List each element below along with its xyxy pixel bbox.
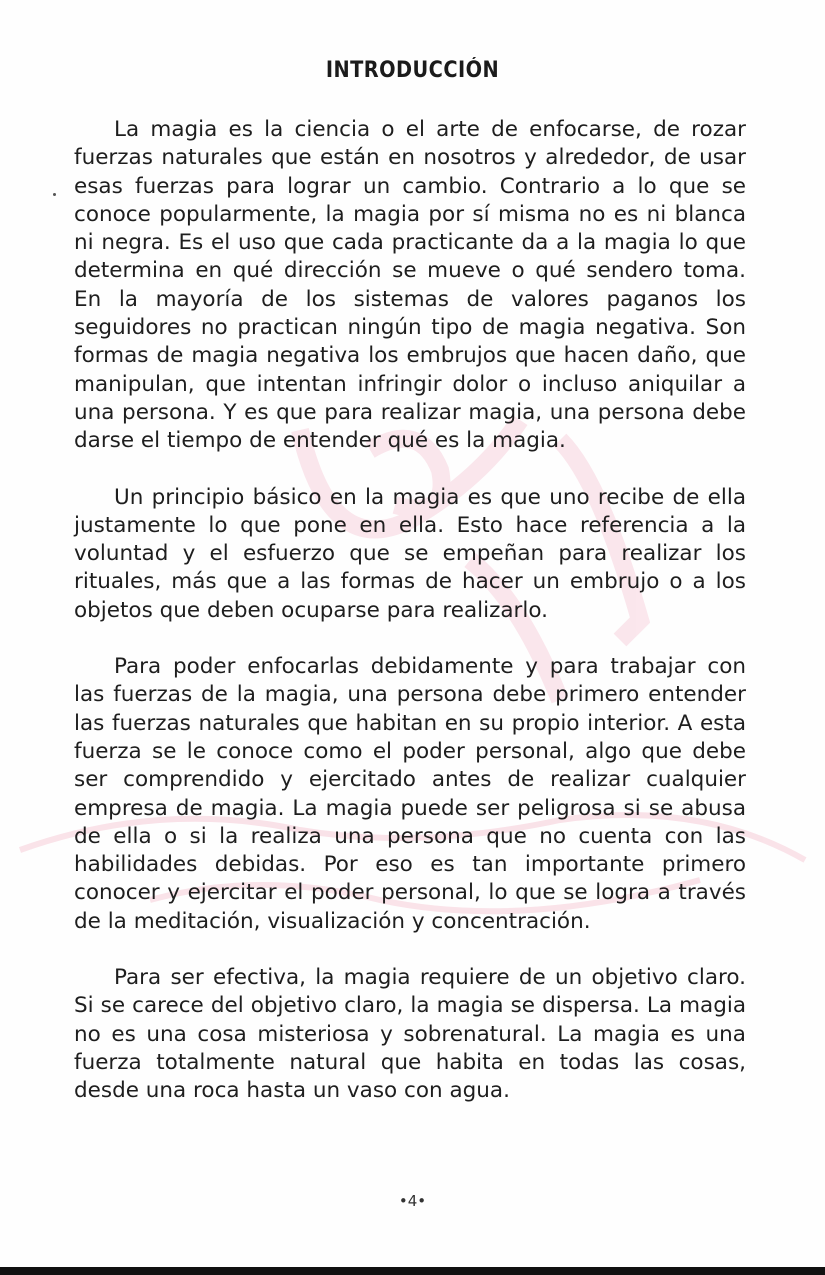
scan-bottom-edge — [0, 1267, 825, 1275]
paragraph-4: Para ser efectiva, la magia requiere de un objetivo claro. Si se carece del objetivo claro, la magia se dispersa. La magia no es una cosa misteriosa y sobrenatural. La magia es una fuerza totalmente natural que habita en todas las cosas, desde una roca hasta un vaso con agua. — [74, 965, 746, 1104]
paragraph-1: La magia es la ciencia o el arte de enfocarse, de rozar fuerzas naturales que están en nosotros y alrededor, de usar esas fuerzas para lograr un cambio. Contrario a lo que se conoce popularmente, la magia por sí misma no es ni blanca ni negra. Es el uso que cada practicante da a la magia lo que determina en qué dirección se mueve o qué sendero toma. En la mayoría de los sistemas de valores paganos los seguidores no practican ningún tipo de magia negativa. Son formas de magia negativa los embrujos que hacen daño, que manipulan, que intentan infringir dolor o incluso aniquilar a una persona. Y es que para realizar magia, una persona debe darse el tiempo de entender qué es la magia. — [74, 117, 746, 454]
paragraph-3: Para poder enfocarlas debidamente y para trabajar con las fuerzas de la magia, una persona debe primero entender las fuerzas naturales que habitan en su propio interior. A esta fuerza se le conoce como el poder personal, algo que debe ser comprendido y ejercitado antes de realizar cualquier empresa de magia. La magia puede ser peligrosa si se abusa de ella o si la realiza una persona que no cuenta con las habilidades debidas. Por eso es tan importante primero conocer y ejercitar el poder personal, lo que se logra a través de la meditación, visualización y concentración. — [74, 654, 746, 934]
stray-mark — [53, 193, 56, 196]
paragraph-2: Un principio básico en la magia es que uno recibe de ella justamente lo que pone en ella. Esto hace referencia a la voluntad y el esfuerzo que se empeñan para realizar los rituales, más que a las formas de hacer un embrujo o a los objetos que deben ocuparse para realizarlo. — [74, 484, 746, 623]
body-text — [74, 116, 746, 1106]
page-title: INTRODUCCIÓN — [325, 58, 500, 83]
page-number: •4• — [398, 1192, 427, 1210]
